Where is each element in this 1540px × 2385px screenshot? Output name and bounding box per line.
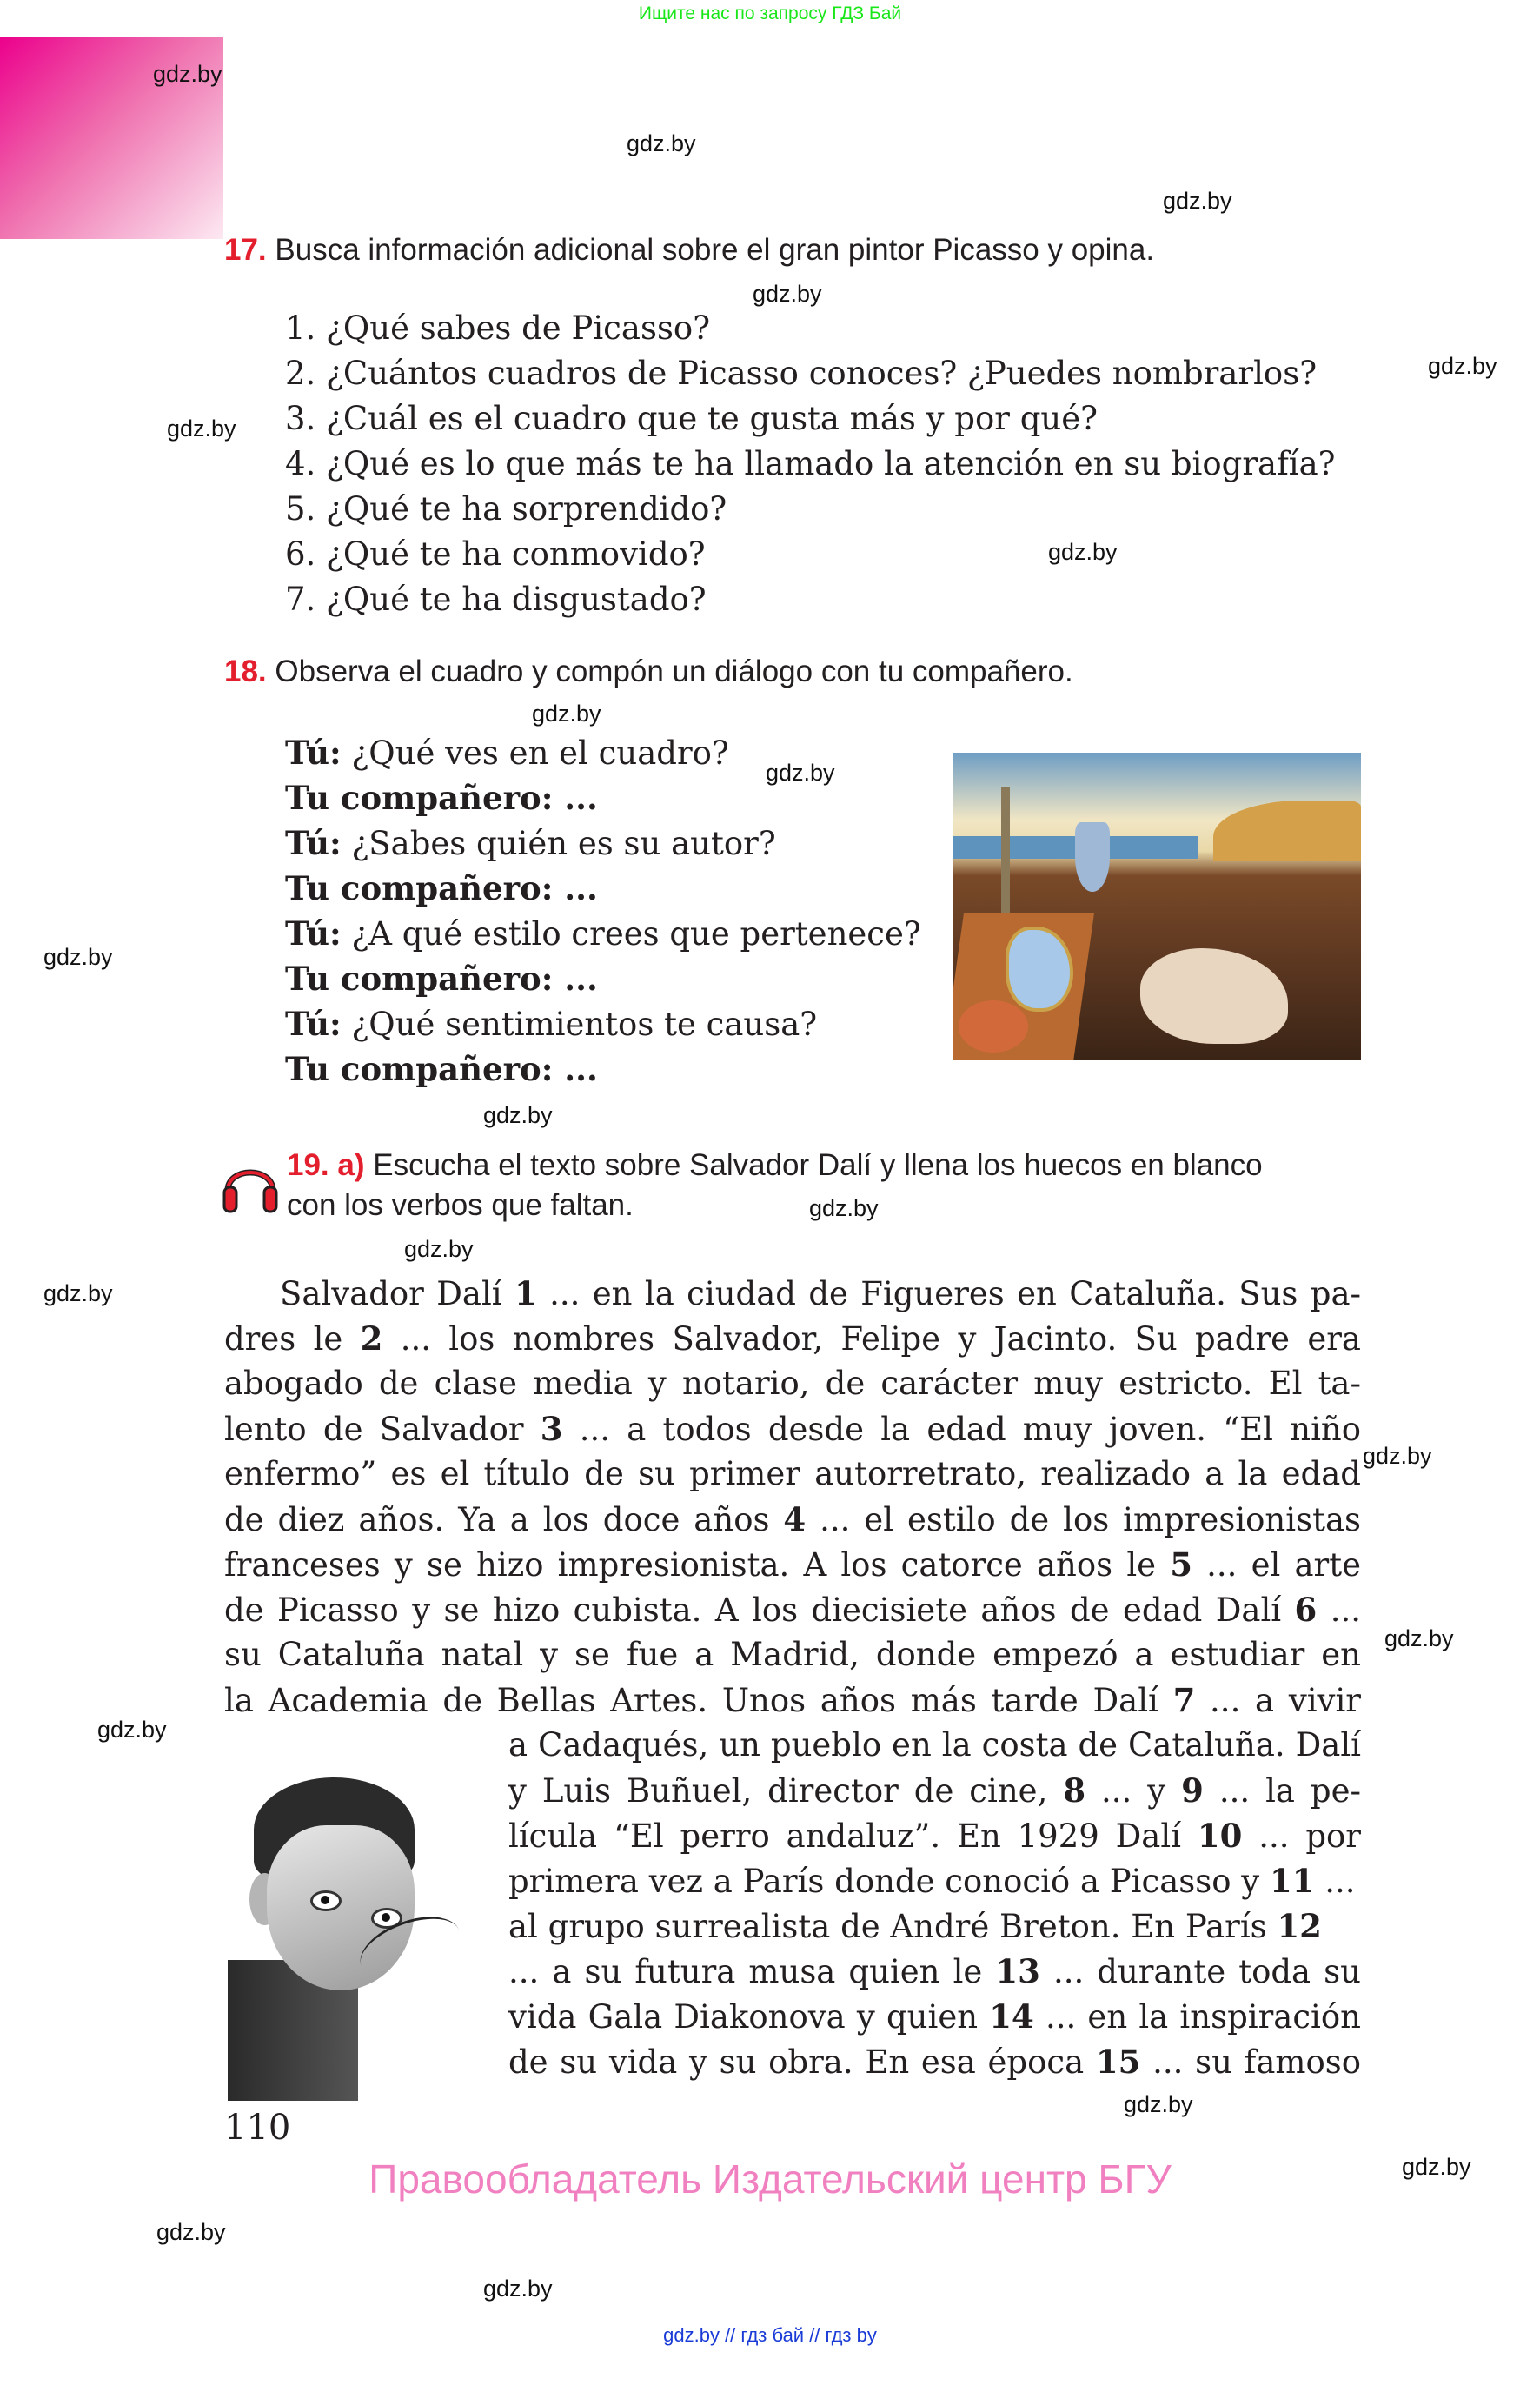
speaker: Tú:: [285, 824, 342, 862]
watermark: gdz.by: [43, 1280, 113, 1306]
speaker: Tu compañero: ...: [285, 960, 598, 998]
speaker: Tú:: [285, 914, 342, 953]
paragraph-line: de su vida y su obra. En esa época 15 ... su famoso: [508, 2043, 1362, 2081]
watermark: gdz.by: [532, 701, 601, 727]
paragraph-line: a Cadaqués, un pueblo en la costa de Cataluña. Dalí: [508, 1726, 1361, 1764]
copyright-footer: Правообладатель Издательский центр БГУ: [368, 2156, 1172, 2202]
speaker: Tu compañero: ...: [285, 1050, 598, 1088]
task-18-heading: [224, 654, 1073, 690]
watermark: gdz.by: [1428, 353, 1497, 379]
task-instruction: Observa el cuadro y compón un diálogo con tu compañero.: [275, 654, 1073, 688]
watermark: gdz.by: [766, 760, 835, 786]
paragraph-line: lícula “El perro andaluz”. En 1929 Dalí 10 ... por: [508, 1817, 1361, 1855]
paragraph-line: al grupo surrealista de André Breton. En París 12: [508, 1907, 1322, 1945]
dialog-line: [285, 1001, 921, 1046]
list-item: 6. ¿Qué te ha conmovido?: [285, 535, 706, 573]
watermark: gdz.by: [156, 2219, 226, 2245]
watermark: gdz.by: [1363, 1443, 1432, 1469]
speaker: Tu compañero: ...: [285, 779, 598, 817]
watermark: gdz.by: [43, 944, 113, 970]
task-number: 17.: [224, 233, 267, 267]
paragraph-line: de diez años. Ya a los doce años 4 ... el estilo de los impresionistas: [224, 1500, 1361, 1538]
paragraph-line: y Luis Buñuel, director de cine, 8 ... y 9 ... la pe-: [508, 1771, 1361, 1810]
task-19-instruction-cont: con los verbos que faltan.: [287, 1188, 634, 1222]
paragraph-line: franceses y se hizo impresionista. A los catorce años le 5 ... el arte: [224, 1545, 1361, 1584]
watermark: gdz.by: [483, 1102, 553, 1128]
list-item: 4. ¿Qué es lo que más te ha llamado la atención en su biografía?: [285, 445, 1336, 482]
paragraph-line: de Picasso y se hizo cubista. A los diecisiete años de edad Dalí 6 ...: [224, 1591, 1362, 1629]
paragraph-line: lento de Salvador 3 ... a todos desde la edad muy joven. “El niño: [224, 1410, 1362, 1448]
watermark: gdz.by: [809, 1195, 879, 1221]
watermark: gdz.by: [1163, 188, 1232, 214]
dialog-text: ¿Qué ves en el cuadro?: [341, 734, 729, 772]
paragraph-line: Salvador Dalí 1 ... en la ciudad de Figueres en Cataluña. Sus pa-: [280, 1274, 1362, 1312]
paragraph-line: primera vez a París donde conoció a Picasso y 11 ...: [508, 1862, 1356, 1900]
task-instruction: Busca información adicional sobre el gran pintor Picasso y opina.: [275, 233, 1155, 267]
footer-links[interactable]: gdz.by // гдз бай // гдз by: [663, 2324, 877, 2346]
paragraph-line: ... a su futura musa quien le 13 ... durante toda su: [508, 1952, 1361, 1990]
watermark: gdz.by: [167, 415, 236, 442]
task-number: 19. a): [287, 1148, 365, 1182]
paragraph-line: abogado de clase media y notario, de carácter muy estricto. El ta-: [224, 1365, 1361, 1402]
dialog-line: [285, 866, 921, 911]
top-banner: Ищите нас по запросу ГДЗ Бай: [638, 3, 902, 23]
watermark: gdz.by: [483, 2275, 553, 2302]
watermark: gdz.by: [753, 281, 822, 307]
watermark: gdz.by: [1384, 1625, 1454, 1651]
surrealist-painting-image: [953, 753, 1361, 1060]
task-instruction: Escucha el texto sobre Salvador Dalí y llena los huecos en blanco: [373, 1148, 1263, 1182]
paragraph-line: dres le 2 ... los nombres Salvador, Felipe y Jacinto. Su padre era: [224, 1319, 1361, 1358]
dialog-line: [285, 730, 921, 775]
paragraph-line: su Cataluña natal y se fue a Madrid, donde empezó a estudiar en: [224, 1636, 1361, 1673]
watermark: gdz.by: [404, 1236, 474, 1262]
dialog-text: ¿Sabes quién es su autor?: [341, 825, 776, 862]
page-number: 110: [224, 2108, 291, 2148]
dialog-line: [285, 1046, 921, 1092]
watermark: gdz.by: [1402, 2154, 1471, 2180]
speaker: Tú:: [285, 734, 342, 772]
list-item: 2. ¿Cuántos cuadros de Picasso conoces? ¿Puedes nombrarlos?: [285, 355, 1318, 392]
dialog-list: [285, 730, 921, 1092]
list-item: 7. ¿Qué te ha disgustado?: [285, 581, 707, 618]
task-number: 18.: [224, 654, 267, 688]
watermark: gdz.by: [1124, 2091, 1193, 2117]
dialog-line: [285, 911, 921, 956]
watermark: gdz.by: [627, 130, 696, 156]
paragraph-line: enfermo” es el título de su primer autorretrato, realizado a la edad: [224, 1455, 1361, 1492]
list-item: 1. ¿Qué sabes de Picasso?: [285, 309, 711, 347]
speaker: Tu compañero: ...: [285, 869, 598, 907]
headphones-icon: [221, 1156, 280, 1213]
dialog-line: [285, 820, 921, 866]
speaker: Tú:: [285, 1005, 342, 1043]
list-item: 3. ¿Cuál es el cuadro que te gusta más y por qué?: [285, 400, 1098, 437]
dialog-line: [285, 775, 921, 820]
paragraph-line: vida Gala Diakonova y quien 14 ... en la inspiración: [508, 1997, 1361, 2036]
dialog-text: ¿A qué estilo crees que pertenece?: [341, 915, 921, 953]
task-19-heading: [287, 1147, 1263, 1184]
paragraph-line: la Academia de Bellas Artes. Unos años más tarde Dalí 7 ... a vivir: [224, 1681, 1361, 1719]
watermark: gdz.by: [153, 61, 222, 87]
list-item: 5. ¿Qué te ha sorprendido?: [285, 490, 727, 528]
dialog-line: [285, 956, 921, 1001]
watermark: gdz.by: [97, 1717, 167, 1743]
task-17-heading: [224, 232, 1154, 269]
question-list: [285, 306, 1336, 622]
dialog-text: ¿Qué sentimientos te causa?: [341, 1006, 818, 1043]
watermark: gdz.by: [1048, 539, 1118, 565]
dali-portrait-image: [228, 1777, 462, 2101]
